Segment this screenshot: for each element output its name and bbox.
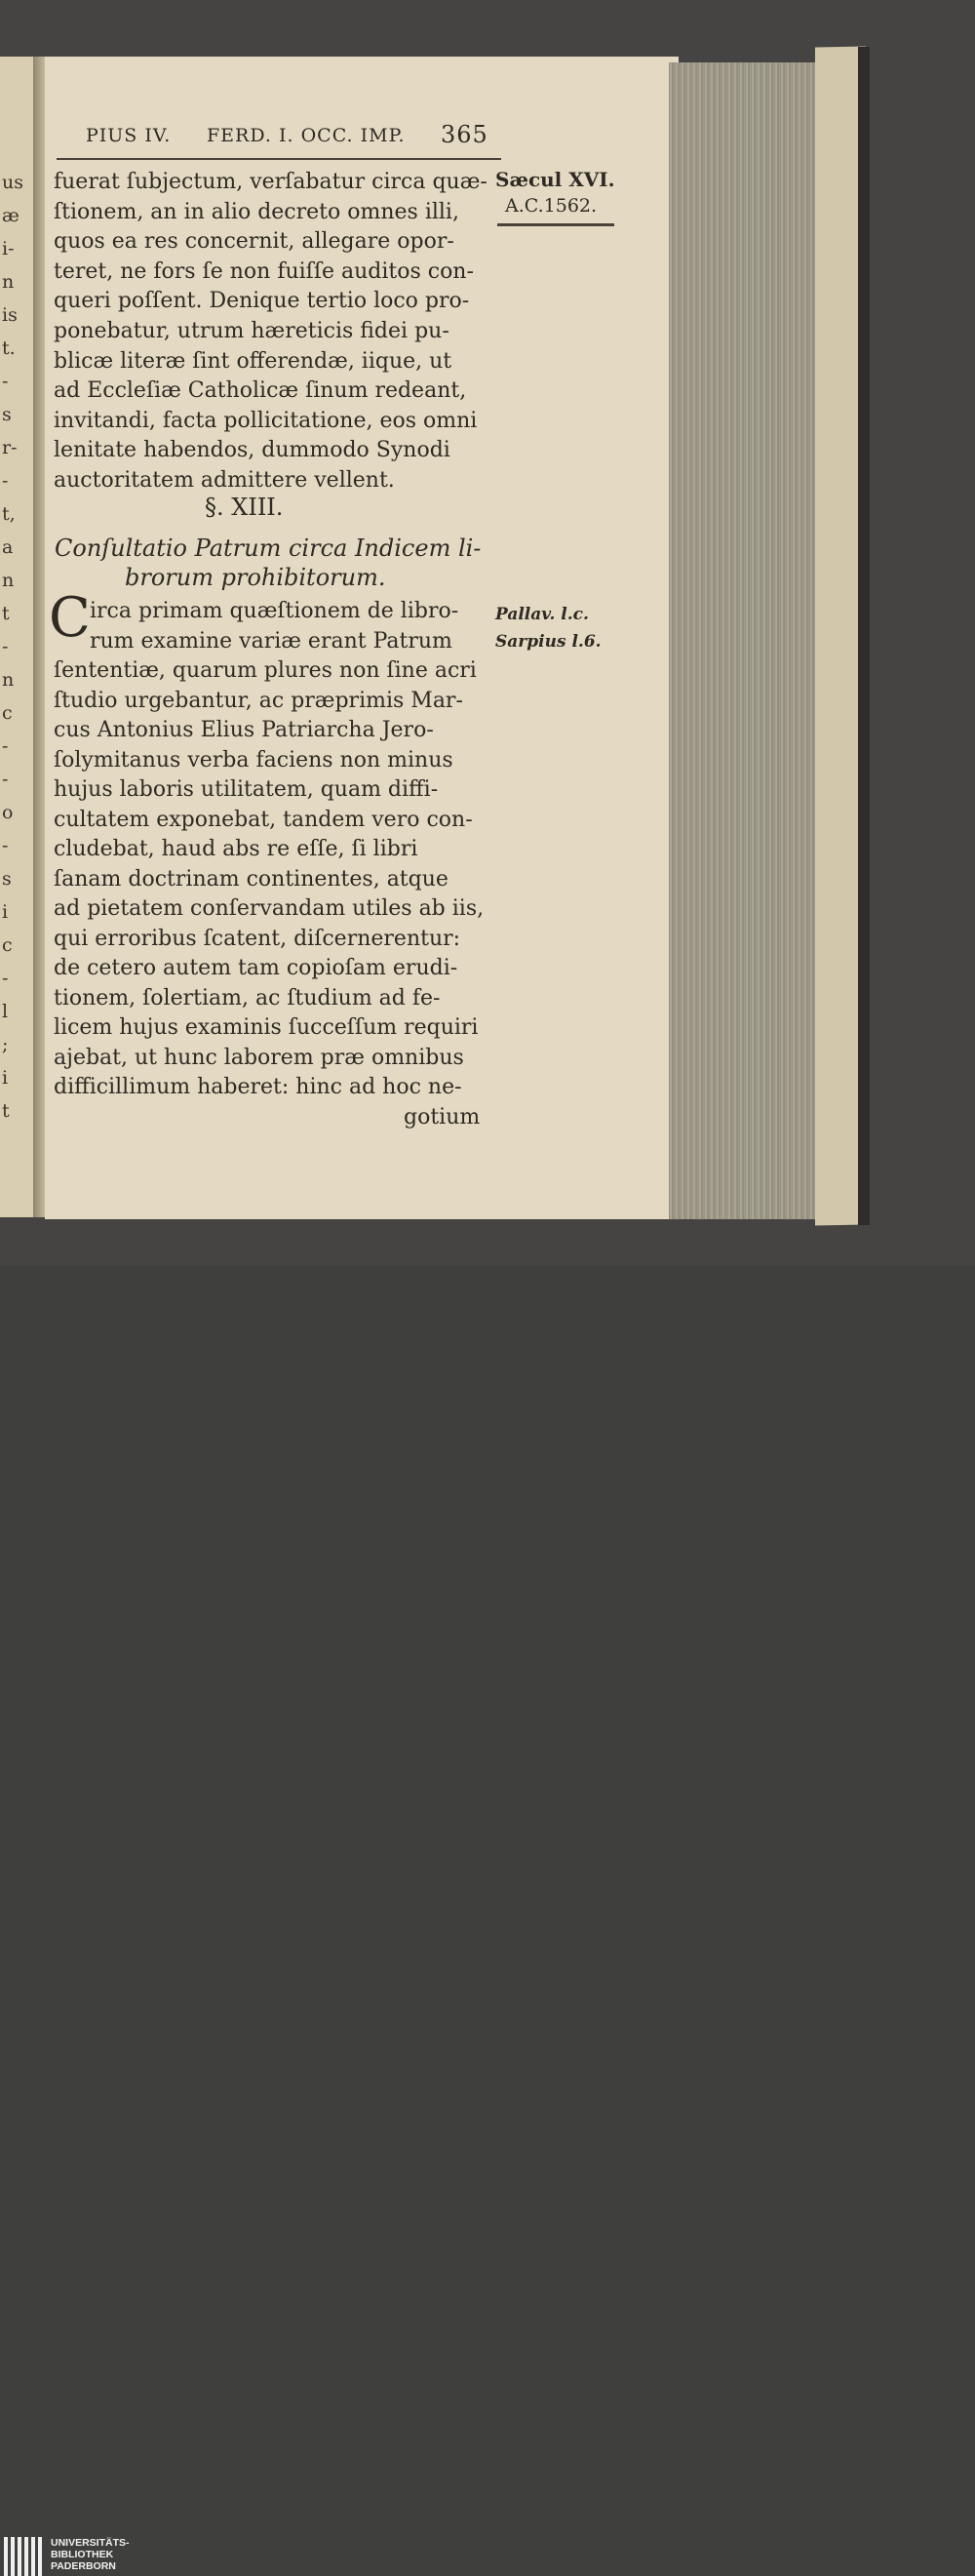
left-page-fragment: ; xyxy=(2,1034,9,1055)
section-number: §. XIII. xyxy=(205,494,284,521)
paragraph-line: cludebat, haud abs re eſſe, ſi libri xyxy=(54,837,418,861)
logo-line-2: BIBLIOTHEK xyxy=(51,2549,114,2560)
left-page-fragment: n xyxy=(2,570,15,591)
left-page-fragment: n xyxy=(2,271,15,293)
body-line: invitandi, facta pollicitatione, eos omni xyxy=(54,408,478,433)
margin-note-rule xyxy=(497,223,614,226)
margin-note-ref-sarpi: Sarpius l.6. xyxy=(495,632,602,652)
paragraph-line: licem hujus examinis ſucceſſum requiri xyxy=(54,1015,479,1040)
page-fore-edge xyxy=(669,62,821,1219)
book-scan xyxy=(0,0,975,1266)
left-page-fragment: c xyxy=(2,934,13,956)
header-rule xyxy=(57,158,501,160)
body-line: quos ea res concernit, allegare opor- xyxy=(54,229,454,255)
left-page-fragment: i- xyxy=(2,238,15,259)
left-page-fragment: - xyxy=(2,835,9,856)
paragraph-line: qui erroribus ſcatent, diſcernerentur: xyxy=(54,926,461,951)
left-page-fragment: - xyxy=(2,470,9,492)
margin-note-ref-pallavicino: Pallav. l.c. xyxy=(495,605,589,624)
left-page-fragment: n xyxy=(2,669,15,691)
left-page-fragment: t xyxy=(2,603,10,624)
paragraph-line: rum examine variæ erant Patrum xyxy=(90,628,452,654)
left-page-fragment: is xyxy=(2,304,18,326)
left-page-fragment: - xyxy=(2,968,9,989)
library-logo-icon xyxy=(4,2537,43,2576)
cover-shadow xyxy=(858,47,870,1225)
body-line: queri poſſent. Denique tertio loco pro- xyxy=(54,289,470,314)
library-logo-text xyxy=(51,2537,130,2572)
running-head-emperor: FERD. I. OCC. IMP. xyxy=(207,125,406,146)
drop-capital: C xyxy=(49,586,91,650)
paragraph-line: tionem, ſolertiam, ac ſtudium ad fe- xyxy=(54,985,441,1011)
left-page-fragment: t xyxy=(2,1100,10,1122)
left-page-fragment: i xyxy=(2,1067,9,1089)
left-page-fragment: t. xyxy=(2,337,16,359)
left-page-fragment: æ xyxy=(2,205,20,226)
body-line: teret, ne fors ſe non fuiſſe auditos con- xyxy=(54,258,474,284)
paragraph-line: ajebat, ut hunc laborem præ omnibus xyxy=(54,1045,464,1070)
body-line: ponebatur, utrum hæreticis fidei pu- xyxy=(54,319,449,343)
left-page-fragment: s xyxy=(2,868,12,890)
section-title-line-1: Conſultatio Patrum circa Indicem li- xyxy=(55,535,482,562)
left-page-fragment: - xyxy=(2,636,9,657)
left-page-fragment: - xyxy=(2,769,9,790)
paragraph-line: de cetero autem tam copioſam erudi- xyxy=(54,956,458,980)
left-page-fragment: t, xyxy=(2,503,16,525)
margin-note-year: A.C.1562. xyxy=(505,195,598,217)
paragraph-line: ſententiæ, quarum plures non ſine acri xyxy=(54,658,477,683)
body-line: fuerat ſubjectum, verſabatur circa quæ- xyxy=(54,170,488,194)
left-page-fragment: r- xyxy=(2,437,18,458)
body-line: lenitate habendos, dummodo Synodi xyxy=(54,438,450,463)
left-page-fragment: o xyxy=(2,802,14,823)
left-page-fragment: s xyxy=(2,404,12,425)
footer-bar xyxy=(0,1266,975,2572)
paragraph-line: cultatem exponebat, tandem vero con- xyxy=(54,807,473,832)
paragraph-line: ad pietatem conſervandam utiles ab iis, xyxy=(54,896,485,921)
logo-line-1: UNIVERSITÄTS- xyxy=(51,2537,130,2549)
left-page-fragment: c xyxy=(2,702,13,724)
logo-line-3: PADERBORN xyxy=(51,2560,116,2572)
left-page-fragment: - xyxy=(2,735,9,757)
page-number: 365 xyxy=(441,121,488,148)
left-page-fragment: i xyxy=(2,901,9,923)
paragraph-line: ſtudio urgebantur, ac præprimis Mar- xyxy=(54,688,463,713)
paragraph-line: irca primam quæſtionem de libro- xyxy=(90,599,459,623)
paragraph-line: ſanam doctrinam continentes, atque xyxy=(54,866,448,892)
paragraph-line: gotium xyxy=(404,1104,481,1129)
paragraph-line: difficillimum haberet: hinc ad hoc ne- xyxy=(54,1075,462,1099)
paragraph-line: ſolymitanus verba faciens non minus xyxy=(54,747,453,773)
left-page-fragment: - xyxy=(2,371,9,392)
body-line: ſtionem, an in alio decreto omnes illi, xyxy=(54,199,459,224)
left-page-fragment: us xyxy=(2,172,23,193)
section-title-line-2: brorum prohibitorum. xyxy=(125,564,386,591)
margin-note-saeculum: Sæcul XVI. xyxy=(495,168,615,191)
body-line: blicæ literæ ſint offerendæ, iique, ut xyxy=(54,348,452,374)
paragraph-line: cus Antonius Elius Patriarcha Jero- xyxy=(54,718,434,742)
body-line: ad Eccleſiæ Catholicæ ſinum redeant, xyxy=(54,378,467,404)
running-head-pope: PIUS IV. xyxy=(86,125,172,146)
paragraph-line: hujus laboris utilitatem, quam diffi- xyxy=(54,777,439,802)
body-line: auctoritatem admittere vellent. xyxy=(54,468,395,493)
left-page-fragment: l xyxy=(2,1001,9,1022)
left-page-fragment: a xyxy=(2,536,14,558)
